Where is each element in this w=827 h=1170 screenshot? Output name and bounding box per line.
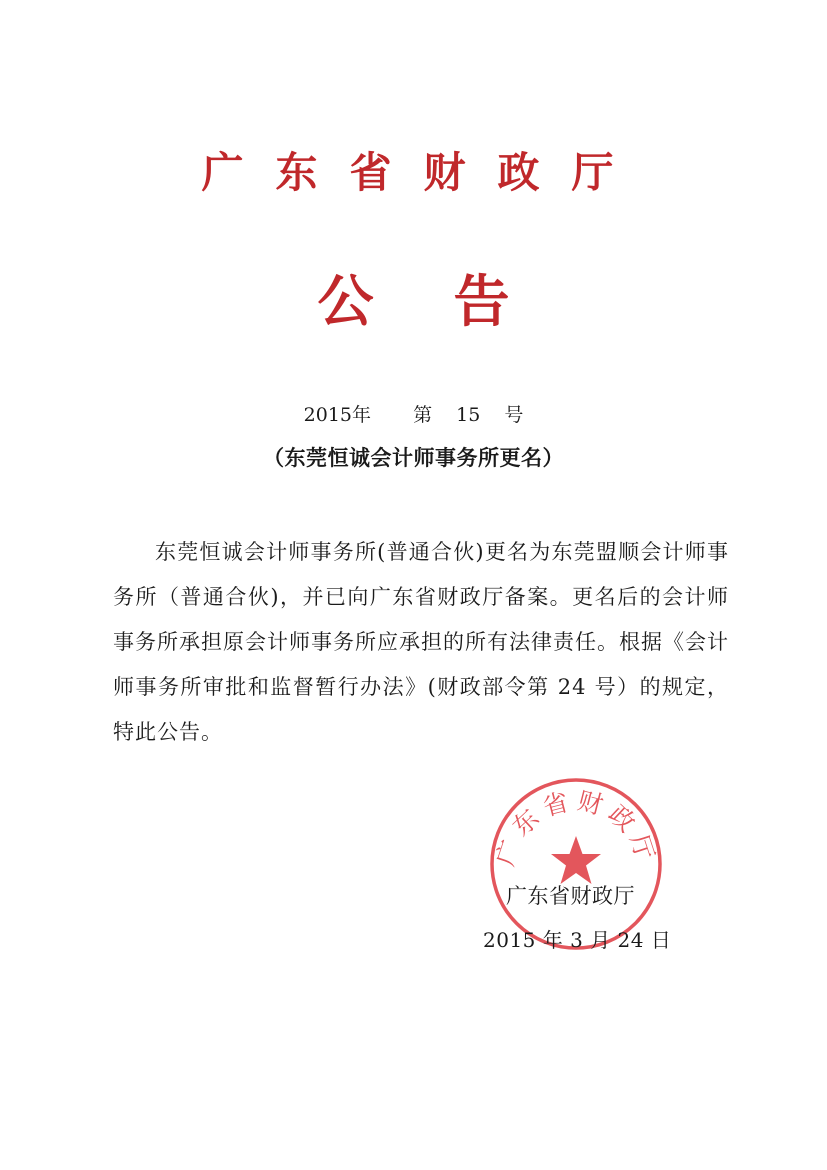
document-type-title: 公告 xyxy=(317,270,590,335)
notice-subject: （东莞恒诚会计师事务所更名） xyxy=(263,446,564,470)
seal-text: 广东省财政厅 xyxy=(490,785,662,870)
star-icon xyxy=(551,836,601,884)
signer-name: 广东省财政厅 xyxy=(506,884,635,908)
issuer-title: 广东省财政厅 xyxy=(201,148,646,197)
document-number xyxy=(0,400,827,427)
document-serial: 第 15 号 xyxy=(413,404,524,426)
signature-date: 2015 年 3 月 24 日 xyxy=(483,928,672,952)
document-year: 2015年 xyxy=(303,404,372,426)
notice-body-paragraph: 东莞恒诚会计师事务所(普通合伙)更名为东莞盟顺会计师事务所（普通合伙)，并已向广东省财政厅备案。更名后的会计师事务所承担原会计师事务所应承担的所有法律责任。根据《会计师事务所审批和监督暂行办法》(财政部令第 24 号）的规定，特此公告。 xyxy=(113,540,729,744)
